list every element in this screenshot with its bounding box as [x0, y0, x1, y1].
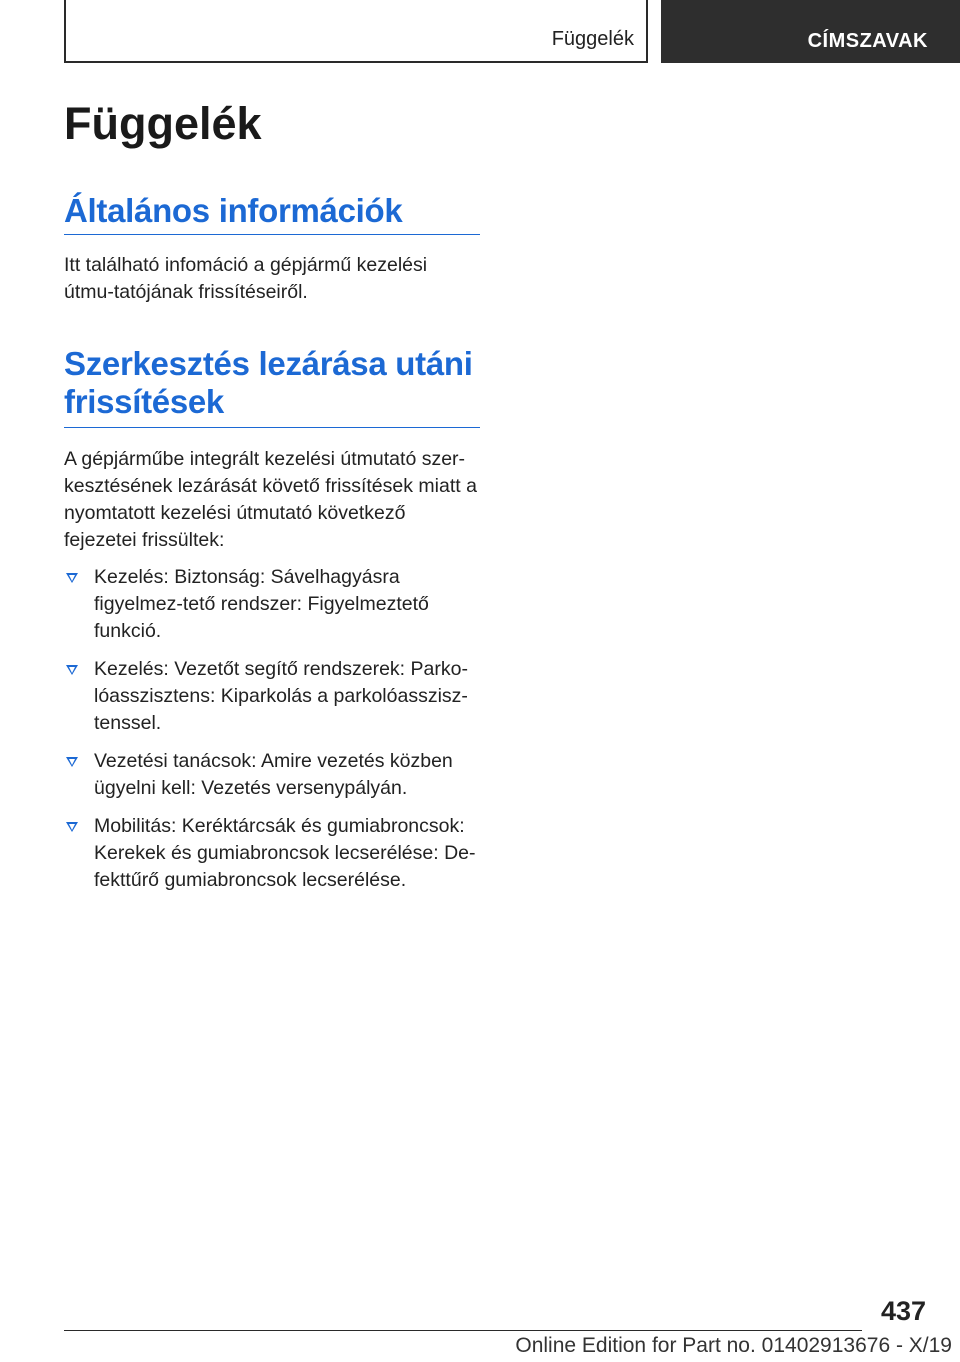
section-general-info	[64, 192, 480, 306]
list-item	[64, 564, 480, 645]
bullet-triangle-icon	[66, 822, 78, 832]
bullet-triangle-icon	[66, 757, 78, 767]
footer-edition-text: Online Edition for Part no. 01402913676 - X/19	[515, 1334, 952, 1357]
section-body: A gépjárműbe integrált kezelési útmutató szer-kesztésének lezárását követő frissítések miatt a nyomtatott kezelési útmutató következő fejezetei frissültek:	[64, 448, 477, 551]
list-item	[64, 748, 480, 802]
header-tab-index[interactable]	[661, 0, 960, 63]
header-section-label: Függelék	[551, 28, 634, 50]
bullet-triangle-icon	[66, 665, 78, 675]
list-item	[64, 656, 480, 737]
page-title: Függelék	[64, 98, 262, 149]
list-item-text: Kezelés: Vezetőt segítő rendszerek: Parko-lóasszisztens: Kiparkolás a parkolóasszisz-tenssel.	[94, 658, 468, 734]
list-item-text: Kezelés: Biztonság: Sávelhagyásra figyelmez-tető rendszer: Figyelmeztető funkció.	[94, 566, 429, 642]
update-list	[64, 564, 480, 894]
list-item-text: Mobilitás: Keréktárcsák és gumiabroncsok: Kerekek és gumiabroncsok lecserélése: De-fekttűrő gumiabroncsok lecserélése.	[94, 815, 476, 891]
section-body: Itt található infomáció a gépjármű kezelési útmu-tatójának frissítéseiről.	[64, 254, 428, 303]
list-item-text: Vezetési tanácsok: Amire vezetés közben ügyelni kell: Vezetés versenypályán.	[94, 750, 453, 799]
section-updates	[64, 345, 480, 905]
header-section-box	[64, 0, 648, 63]
list-item	[64, 813, 480, 894]
footer-rule	[64, 1330, 862, 1331]
header-tab-label[interactable]: CÍMSZAVAK	[807, 30, 928, 52]
section-heading: Általános információk	[64, 192, 403, 229]
section-rule	[64, 234, 480, 235]
bullet-triangle-icon	[66, 573, 78, 583]
page-number: 437	[880, 1296, 926, 1326]
section-rule	[64, 427, 480, 428]
section-heading: Szerkesztés lezárása utáni frissítések	[64, 345, 473, 420]
